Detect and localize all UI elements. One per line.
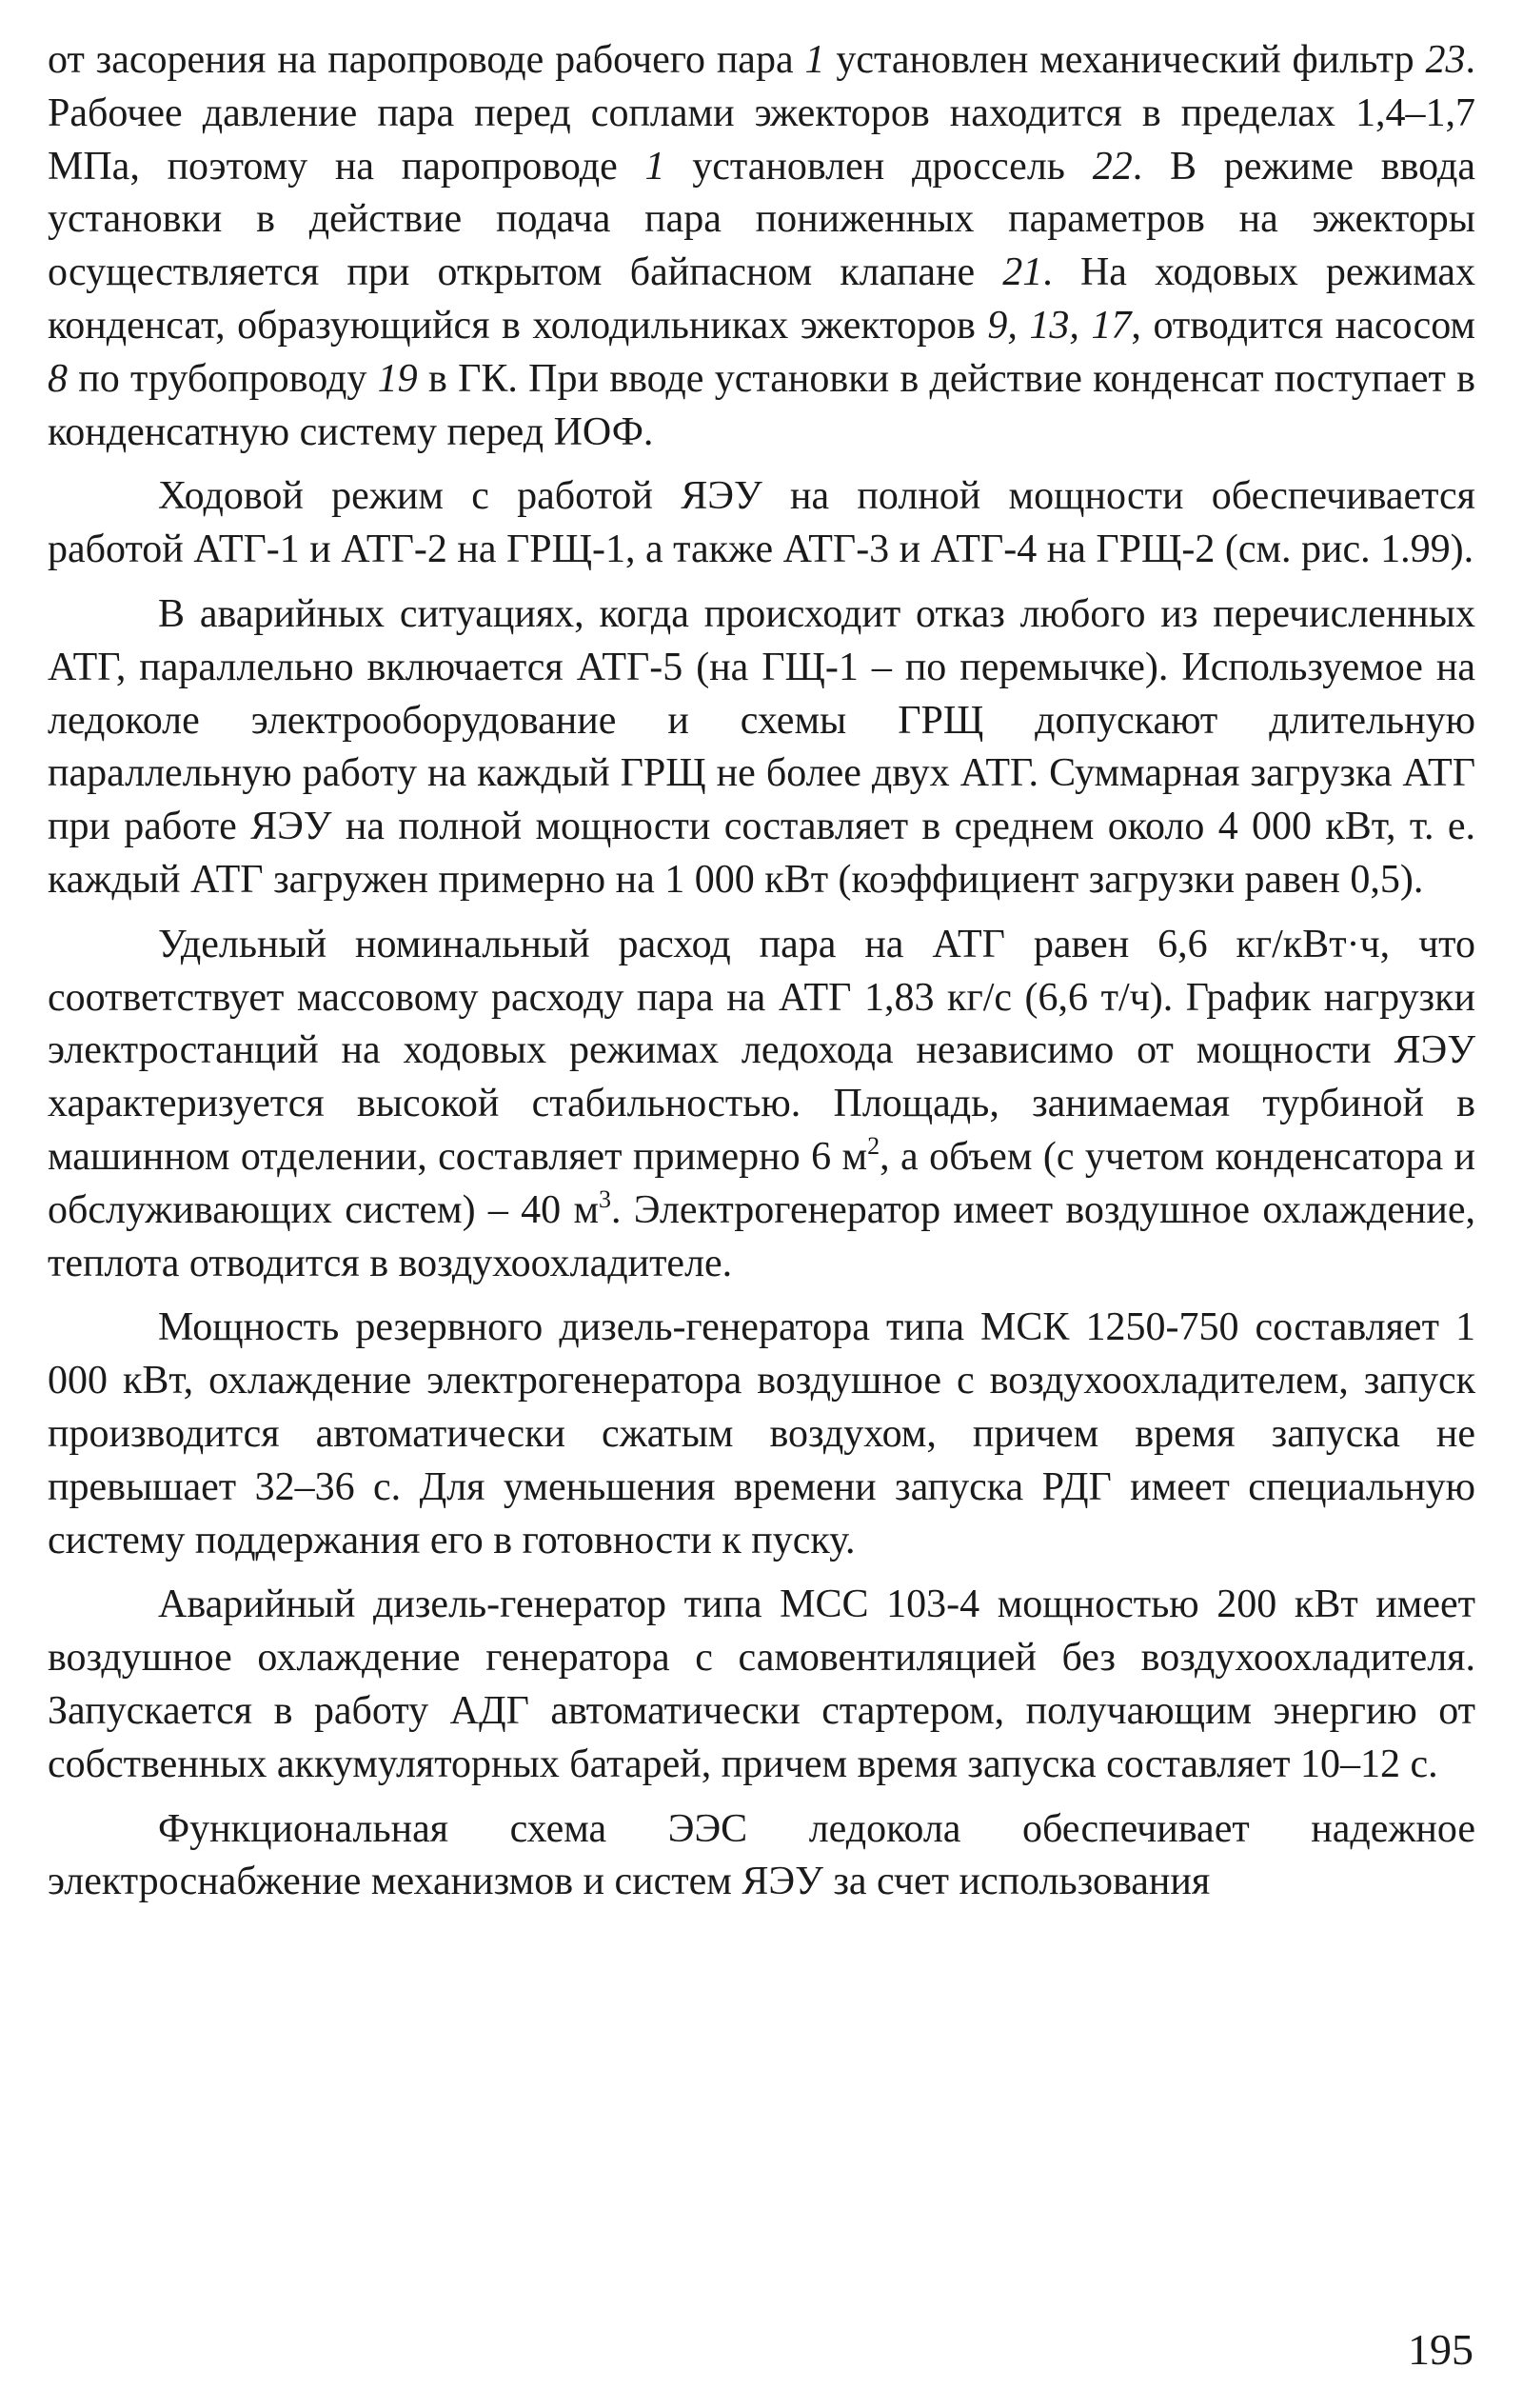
page-number: 195 <box>1408 2325 1474 2374</box>
text-run: Удельный номинальный расход пара на АТГ равен 6,6 кг/кВт·ч, что соответствует массовому расходу пара на АТГ 1,83 кг/с (6,6 т/ч). График нагрузки электростанций на ходовых режимах ледохода независимо от мощности ЯЭУ характеризуется высокой стабильностью. Площадь, занимаемая турбиной в машинном отделении, составляет примерно 6 м <box>48 922 1475 1179</box>
text-run: В аварийных ситуациях, когда происходит отказ любого из перечисленных АТГ, параллельно включается АТГ-5 (на ГЩ-1 – по перемычке). Используемое на ледоколе электрооборудование и схемы ГРЩ допускают длительную параллельную работу на каждый ГРЩ не более двух АТГ. Суммарная загрузка АТГ при работе ЯЭУ на полной мощности составляет в среднем около 4 000 кВт, т. е. каждый АТГ загружен примерно на 1 000 кВт (коэффициент загрузки равен 0,5). <box>48 591 1475 902</box>
text-run: установлен дроссель <box>664 144 1093 189</box>
text-run: Функциональная схема ЭЭС ледокола обеспечивает надежное электроснабжение механизмов и систем ЯЭУ за счет использования <box>48 1806 1475 1904</box>
superscript: 2 <box>867 1131 880 1160</box>
text-run: Аварийный дизель-генератор типа МСС 103-4 мощностью 200 кВт имеет воздушное охлаждение генератора с самовентиляцией без воздухоохладителя. Запускается в работу АДГ автоматически стартером, получающим энергию от собственных аккумуляторных батарей, причем время запуска составляет 10–12 с. <box>48 1582 1475 1786</box>
paragraph <box>48 1302 1475 1567</box>
superscript: 3 <box>599 1184 612 1213</box>
reference-number: 23 <box>1425 38 1466 82</box>
paragraph <box>48 1579 1475 1791</box>
reference-number: 22 <box>1092 144 1133 189</box>
paragraph <box>48 588 1475 907</box>
reference-number: 1 <box>804 38 825 82</box>
reference-number: 1 <box>644 144 665 189</box>
text-run: . Электрогенератор имеет воздушное охлаждение, теплота отводится в воздухоохладителе. <box>48 1187 1475 1285</box>
paragraph <box>48 1803 1475 1910</box>
text-run: . В режиме ввода установки в действие подача пара пониженных параметров на эжекторы осуществляется при открытом байпасном клапане <box>48 144 1475 295</box>
text-run: в ГК. При вводе установки в действие конденсат поступает в конденсатную систему перед ИОФ. <box>48 356 1475 454</box>
text-run: Мощность резервного дизель-генератора типа МСК 1250-750 составляет 1 000 кВт, охлаждение электрогенератора воздушное с воздухоохладителем, запуск производится автоматически сжатым воздухом, причем время запуска не превышает 32–36 с. Для уменьшения времени запуска РДГ имеет специальную систему поддержания его в готовности к пуску. <box>48 1305 1475 1562</box>
text-run: . Рабочее давление пара перед соплами эжекторов находится в пределах 1,4–1,7 МПа, поэтому на паропроводе <box>48 38 1475 189</box>
text-run: от засорения на паропроводе рабочего пара <box>48 38 805 82</box>
text-run: , а объем (с учетом конденсатора и обслуживающих систем) – 40 м <box>48 1134 1475 1232</box>
paragraph <box>48 34 1475 459</box>
paragraph <box>48 470 1475 577</box>
text-run: установлен механический фильтр <box>824 38 1426 82</box>
reference-number: 21 <box>1002 250 1043 295</box>
text-run: по трубопроводу <box>68 356 378 401</box>
reference-number: 19 <box>377 356 418 401</box>
paragraph <box>48 919 1475 1291</box>
text-run: . На ходовых режимах конденсат, образующийся в холодильниках эжекторов <box>48 250 1475 348</box>
body-text <box>48 34 1475 1920</box>
reference-number: 9, 13, 17 <box>987 303 1132 348</box>
text-run: , отводится насосом <box>1131 303 1475 348</box>
text-run: Ходовой режим с работой ЯЭУ на полной мощности обеспечивается работой АТГ-1 и АТГ-2 на ГРЩ-1, а также АТГ-3 и АТГ-4 на ГРЩ-2 (см. рис. 1.99). <box>48 474 1475 572</box>
reference-number: 8 <box>48 356 68 401</box>
